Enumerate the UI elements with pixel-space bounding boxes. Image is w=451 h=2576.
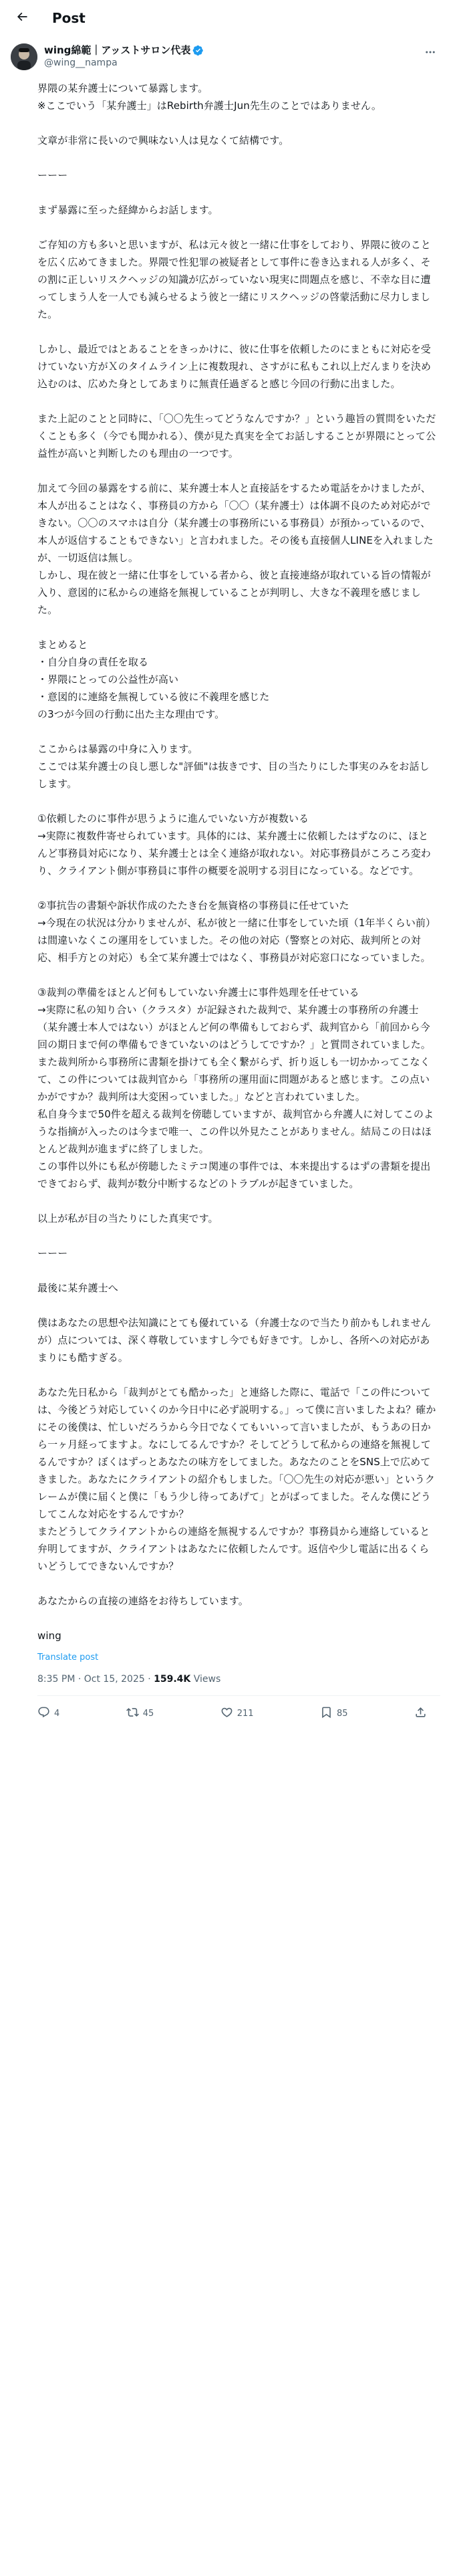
author-handle[interactable]: @wing__nampa — [44, 58, 118, 68]
post-meta — [0, 1665, 451, 1686]
post-paragraph: しかし、最近ではとあることをきっかけに、彼に仕事を依頼したのにまともに対応を受けていない方がＸのタイムライン上に複数現れ、さすがに私もこれ以上だんまりを決め込むのは、広めた身としてあまりに無責任過ぎると感じ今回の行動に出ました。 — [37, 343, 432, 390]
post-paragraph: また上記のことと同時に、「〇〇先生ってどうなんですか？」という趣旨の質問をいただくことも多く（今でも聞かれる）、僕が見た真実を全てお話しすることが界隈にとって公益性が高いと判断したのも理由の一つです。 — [37, 413, 436, 459]
post-text — [0, 76, 451, 1644]
page-title: Post — [52, 9, 86, 26]
avatar[interactable] — [11, 43, 37, 70]
post-paragraph: まとめると ・自分自身の責任を取る ・界隈にとっての公益性が高い ・意図的に連絡を無視している彼に不義理を感じた の3つが今回の行動に出た主な理由です。 — [37, 639, 270, 720]
arrow-left-icon — [15, 10, 29, 26]
post-paragraph: あなたからの直接の連絡をお待ちしています。 — [37, 1595, 249, 1607]
post-paragraph: 文章が非常に長いので興味ない人は見なくて結構です。 — [37, 134, 289, 146]
reply-icon — [37, 1706, 50, 1721]
post-paragraph: 加えて今回の暴露をする前に、某弁護士本人と直接話をするため電話をかけましたが、本人が出ることはなく、事務員の方から「〇〇（某弁護士）は体調不良のため対応ができない。〇〇のスマホは自分（某弁護士の事務所にいる事務員）が預かっているので、本人が返信することもできない」と言われました。その後も直接個人LINEを入れましたが、一切返信は無し。 しかし、現在彼と一緒に仕事をしている者から、彼と直接連絡が取れている旨の情報が入り、意図的に私からの連絡を無視していることが判明し、大きな不義理を感じました。 — [37, 482, 434, 616]
post-paragraph: ②事抗告の書類や訴状作成のたたき台を無資格の事務員に任せていた →今現在の状況は分かりませんが、私が彼と一緒に仕事をしていた頃（1年半くらい前）は間違いなくこの運用をしていました。その他の対応（警察との対応、裁判所との対応、相手方との対応）も全て某弁護士ではなく、事務員が対応窓口になっていました。 — [37, 899, 436, 964]
reply-count: 4 — [54, 1708, 60, 1719]
author-row — [0, 35, 451, 76]
back-button[interactable] — [11, 7, 33, 29]
repost-icon — [126, 1706, 139, 1721]
post-timestamp[interactable]: 8:35 PM · Oct 15, 2025 — [37, 1674, 145, 1685]
like-count: 211 — [237, 1708, 254, 1719]
bookmark-button[interactable] — [320, 1706, 348, 1721]
post-paragraph: ご存知の方も多いと思いますが、私は元々彼と一緒に仕事をしており、界隈に彼のことを広く広めてきました。界隈で性犯罪の被疑者として事件に巻き込まれる人が多く、その割に正しいリスクヘッジの知識が広がっていない現実に問題点を感じ、不幸な目に遭ってしまう人を一人でも減らせるよう彼と一緒にリスクヘッジの啓蒙活動に尽力しました。 — [37, 239, 431, 320]
more-horizontal-icon — [424, 46, 436, 61]
verified-badge-icon — [192, 45, 204, 56]
views-count: 159.4K — [154, 1674, 191, 1685]
repost-count: 45 — [142, 1708, 154, 1719]
repost-button[interactable] — [126, 1706, 154, 1721]
meta-separator: · — [144, 1674, 154, 1685]
post-paragraph: まず暴露に至った経緯からお話します。 — [37, 204, 218, 216]
post-paragraph: ここからは暴露の中身に入ります。 ここでは某弁護士の良し悪しな"評価"は抜きです、目の当たりにした事実のみをお話しします。 — [37, 743, 430, 790]
share-button[interactable] — [414, 1706, 427, 1721]
top-bar — [0, 0, 451, 35]
post-paragraph: 界隈の某弁護士について暴露します。 ※ここでいう「某弁護士」はRebirth弁護士Jun先生のことではありません。 — [37, 82, 382, 112]
post-paragraph: あなた先日私から「裁判がとても酷かった」と連絡した際に、電話で「この件については、今後どう対応していくのか今日中に必ず説明する。」って僕に言いましたよね？確かにその後僕は、忙しいだろうから今日でなくてもいいって言いましたが、もうあの日から一ヶ月経ってますよ。なにしてるんですか？そしてどうして私からの連絡を無視してるんですか？ぼくはずっとあなたの味方をしてました。あなたのことをSNS上で広めてきました。あなたにクライアントの紹介もしました。「〇〇先生の対応が悪い」というクレームが僕に届くと僕に「もう少し待ってあげて」とがばってました。そんな僕にどうしてこんな対応をするんですか？ またどうしてクライアントからの連絡を無視するんですか？事務員から連絡していると弁明してますが、クライアントはあなたに依頼したんです。返信や少し電話に出るくらいどうしてできないんですか？ — [37, 1386, 436, 1572]
bookmark-icon — [320, 1706, 333, 1721]
post-paragraph: 僕はあなたの思想や法知識にとても優れている（弁護士なので当たり前かもしれませんが）点については、深く尊敬していますし今でも好きです。しかし、各所への対応があまりにも酷すぎる。 — [37, 1317, 431, 1364]
views-label: Views — [190, 1674, 221, 1685]
post-paragraph: ーーー — [37, 169, 68, 181]
more-options-button[interactable] — [420, 43, 440, 64]
post-paragraph: ①依頼したのに事件が思うように進んでいない方が複数いる →実際に複数件寄せられています。具体的には、某弁護士に依頼したはずなのに、ほとんど事務員対応になり、某弁護士とは全く連絡が取れない。対応事務員がころころ変わり、クライアント側が事務員に事件の概要を説明する羽目になっている。などです。 — [37, 813, 431, 877]
post-paragraph: ③裁判の準備をほとんど何もしていない弁護士に事件処理を任せている →実際に私の知り合い（クラスタ）が記録された裁判で、某弁護士の事務所の弁護士（某弁護士本人ではない）がほとんど何の準備もしておらず、裁判官から「前回から今回の期日まで何の準備もできていないのはどうしてですか？」と質問されていました。また裁判所から事務所に書類を掛けても全く繋がらず、折り返しも一切かかってこなくて、この件については裁判官から「事務所の運用面に問題があると感じます。この点いかがですか？裁判所は大変困っていました。」などと言われていました。 私自身今まで50件を超える裁判を傍聴していますが、裁判官から弁護人に対してこのような指摘が入ったのは今まで唯一、この件以外見たことがありません。結局この日はほとんど裁判が進まずに終了しました。 この事件以外にも私が傍聴したミテコ関連の事件では、本来提出するはずの書類を提出できておらず、裁判が数分中断するなどのトラブルが起きていました。 — [37, 986, 434, 1190]
author-name[interactable]: wing綿範｜アッストサロン代表 — [44, 44, 191, 56]
reply-button[interactable] — [37, 1706, 59, 1721]
translate-post-link[interactable]: Translate post — [37, 1652, 99, 1662]
post-paragraph: 最後に某弁護士へ — [37, 1282, 118, 1294]
heart-icon — [220, 1706, 233, 1721]
share-icon — [414, 1706, 427, 1721]
post-paragraph: 以上が私が目の当たりにした真実です。 — [37, 1212, 218, 1224]
action-bar — [0, 1696, 451, 1725]
post-paragraph: ーーー — [37, 1247, 68, 1259]
bookmark-count: 85 — [336, 1708, 348, 1719]
like-button[interactable] — [220, 1706, 254, 1721]
post-signature: wing — [37, 1630, 61, 1642]
